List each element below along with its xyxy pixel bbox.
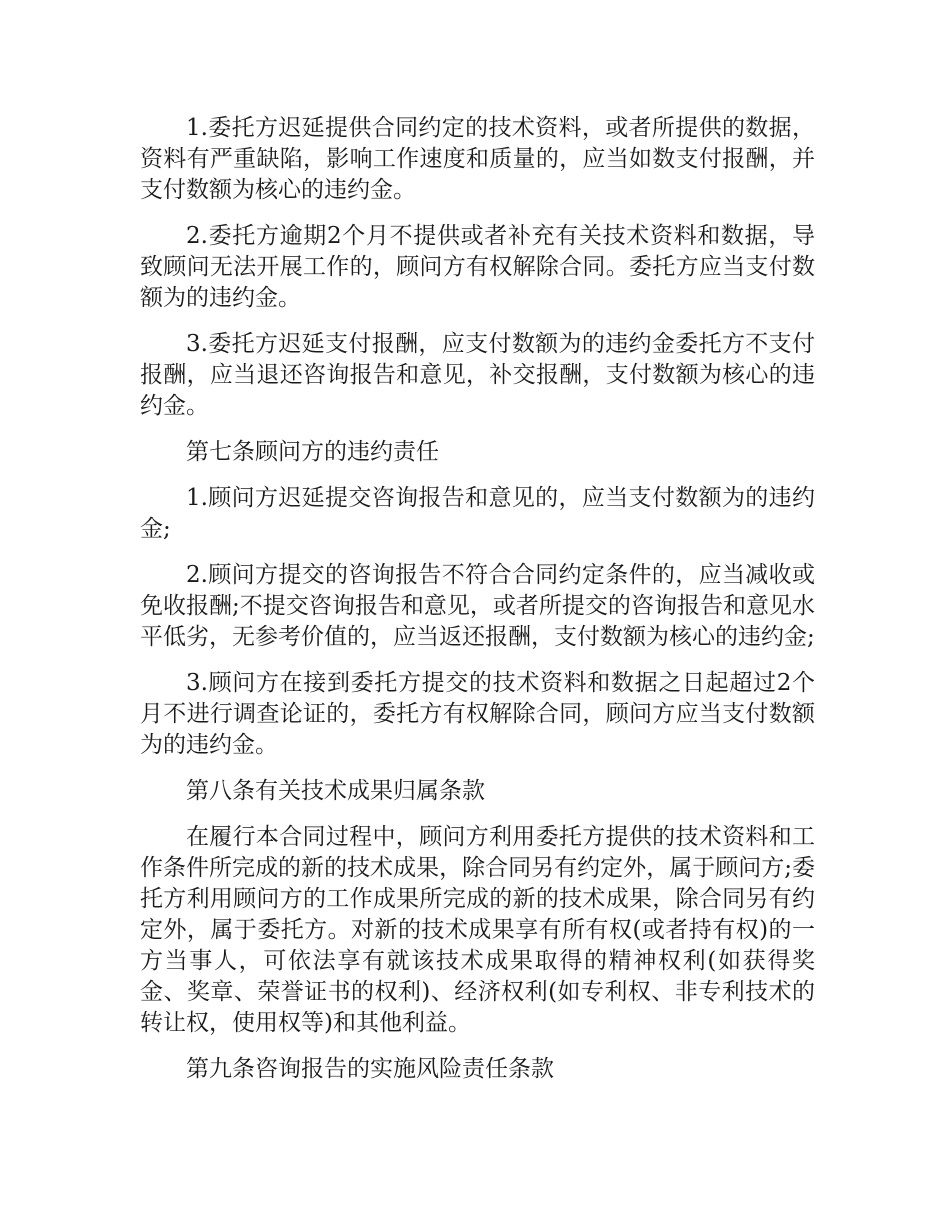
article-8-heading: 第八条有关技术成果归属条款	[186, 778, 485, 804]
clause-paragraph-6: 3.顾问方在接到委托方提交的技术资料和数据之日起超过2个月不进行调查论证的，委托方有权解除合同，顾问方应当支付数额为的违约金。	[140, 670, 815, 758]
clause-paragraph-3: 3.委托方迟延支付报酬，应支付数额为的违约金委托方不支付报酬，应当退还咨询报告和意见，补交报酬，支付数额为核心的违约金。	[140, 331, 815, 419]
article-9-heading: 第九条咨询报告的实施风险责任条款	[186, 1056, 554, 1082]
document-body	[140, 113, 815, 1100]
article-7-heading: 第七条顾问方的违约责任	[186, 439, 439, 465]
clause-paragraph-2: 2.委托方逾期2个月不提供或者补充有关技术资料和数据，导致顾问无法开展工作的，顾问方有权解除合同。委托方应当支付数额为的违约金。	[140, 223, 815, 311]
clause-paragraph-5: 2.顾问方提交的咨询报告不符合合同约定条件的，应当减收或免收报酬;不提交咨询报告和意见，或者所提交的咨询报告和意见水平低劣，无参考价值的，应当返还报酬，支付数额为核心的违约金;	[140, 562, 815, 650]
clause-paragraph-4: 1.顾问方迟延提交咨询报告和意见的，应当支付数额为的违约金;	[140, 485, 815, 542]
clause-paragraph-7: 在履行本合同过程中，顾问方利用委托方提供的技术资料和工作条件所完成的新的技术成果，除合同另有约定外，属于顾问方;委托方利用顾问方的工作成果所完成的新的技术成果，除合同另有约定外，属于委托方。对新的技术成果享有所有权(或者持有权)的一方当事人，可依法享有就该技术成果取得的精神权利(如获得奖金、奖章、荣誉证书的权利)、经济权利(如专利权、非专利技术的转让权，使用权等)和其他利益。	[140, 824, 815, 1036]
clause-paragraph-1: 1.委托方迟延提供合同约定的技术资料，或者所提供的数据，资料有严重缺陷，影响工作速度和质量的，应当如数支付报酬，并支付数额为核心的违约金。	[140, 115, 815, 203]
